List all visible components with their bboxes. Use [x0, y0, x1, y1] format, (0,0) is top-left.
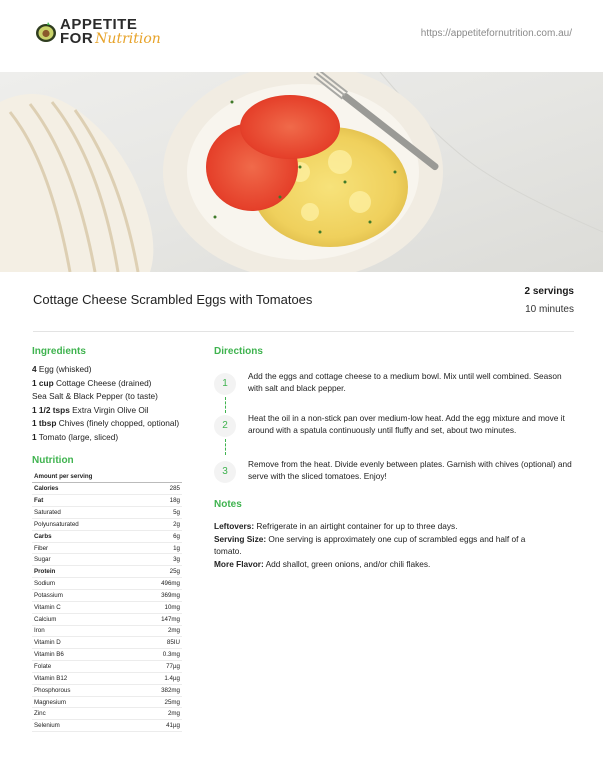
nutrient-value: 41µg — [134, 720, 182, 732]
direction-step — [214, 411, 574, 457]
note-item: Serving Size: One serving is approximately one cup of scrambled eggs and half of a tomato. — [214, 533, 526, 557]
nutrition-row — [32, 649, 182, 661]
nutrient-name: Fiber — [32, 542, 134, 554]
nutrient-value: 25g — [134, 566, 182, 578]
step-text: Add the eggs and cottage cheese to a medium bowl. Mix until well combined. Season with salt and black pepper. — [248, 371, 562, 394]
nutrient-name: Vitamin D — [32, 637, 134, 649]
nutrient-name: Polyunsaturated — [32, 518, 134, 530]
nutrient-name: Selenium — [32, 720, 134, 732]
nutrition-row — [32, 613, 182, 625]
recipe-title: Cottage Cheese Scrambled Eggs with Tomatoes — [33, 292, 313, 307]
nutrient-value: 369mg — [134, 590, 182, 602]
nutrition-row — [32, 542, 182, 554]
nutrition-row — [32, 661, 182, 673]
nutrient-value: 285 — [134, 483, 182, 495]
note-item: Leftovers: Refrigerate in an airtight container for up to three days. — [214, 521, 458, 531]
ingredients-list — [32, 363, 184, 445]
nutrient-name: Vitamin B12 — [32, 672, 134, 684]
ingredient-item: 1 tbsp Chives (finely chopped, optional) — [32, 418, 180, 429]
nutrition-row — [32, 625, 182, 637]
ingredients-heading: Ingredients — [32, 346, 86, 357]
nutrient-name: Carbs — [32, 530, 134, 542]
note-item: More Flavor: Add shallot, green onions, and/or chili flakes. — [214, 558, 431, 569]
recipe-title-row — [33, 282, 574, 322]
recipe-photo — [0, 72, 603, 272]
nutrient-value: 77µg — [134, 661, 182, 673]
ingredient-item: 1 cup Cottage Cheese (drained) — [32, 377, 152, 388]
directions-heading: Directions — [214, 346, 263, 357]
nutrition-row — [32, 590, 182, 602]
nutrient-name: Zinc — [32, 708, 134, 720]
nutrient-name: Vitamin C — [32, 601, 134, 613]
nutrition-row — [32, 672, 182, 684]
section-divider — [33, 331, 574, 332]
direction-step — [214, 369, 574, 411]
ingredients-column — [32, 346, 184, 732]
avocado-icon — [34, 20, 58, 44]
nutrition-row — [32, 554, 182, 566]
ingredient-item: Sea Salt & Black Pepper (to taste) — [32, 391, 158, 402]
nutrient-name: Magnesium — [32, 696, 134, 708]
cook-time: 10 minutes — [525, 304, 574, 315]
nutrition-row — [32, 495, 182, 507]
nutrient-name: Calcium — [32, 613, 134, 625]
nutrient-name: Phosphorous — [32, 684, 134, 696]
hero-photo — [0, 72, 603, 272]
nutrient-name: Fat — [32, 495, 134, 507]
nutrient-name: Saturated — [32, 507, 134, 519]
logo-script-text: Nutrition — [95, 31, 161, 47]
nutrient-name: Vitamin B6 — [32, 649, 134, 661]
step-number: 3 — [214, 461, 236, 483]
nutrient-name: Sugar — [32, 554, 134, 566]
nutrient-name: Iron — [32, 625, 134, 637]
ingredient-item: 1 1/2 tsps Extra Virgin Olive Oil — [32, 404, 149, 415]
nutrition-row — [32, 530, 182, 542]
step-number: 2 — [214, 415, 236, 437]
nutrient-value: 25mg — [134, 696, 182, 708]
nutrition-row — [32, 720, 182, 732]
nutrition-row — [32, 578, 182, 590]
nutrient-value: 382mg — [134, 684, 182, 696]
nutrition-row — [32, 708, 182, 720]
nutrient-name: Potassium — [32, 590, 134, 602]
step-number: 1 — [214, 373, 236, 395]
ingredient-item: 4 Egg (whisked) — [32, 364, 92, 374]
nutrient-value: 85IU — [134, 637, 182, 649]
nutrition-header-row — [32, 472, 182, 483]
nutrition-heading: Nutrition — [32, 454, 74, 466]
nutrient-value: 2mg — [134, 708, 182, 720]
nutrition-table — [32, 472, 182, 733]
step-text: Remove from the heat. Divide evenly between plates. Garnish with chives (optional) and serve with the sliced tomatoes. Enjoy! — [248, 459, 572, 482]
nutrient-value: 496mg — [134, 578, 182, 590]
logo-text-bottom: FOR Nutrition — [60, 30, 161, 47]
nutrition-header-label: Amount per serving — [32, 472, 182, 483]
step-connector — [225, 439, 226, 455]
nutrient-name: Protein — [32, 566, 134, 578]
nutrient-name: Sodium — [32, 578, 134, 590]
site-logo[interactable] — [34, 16, 184, 46]
nutrient-value: 2g — [134, 518, 182, 530]
directions-column — [214, 346, 574, 570]
nutrition-row — [32, 507, 182, 519]
nutrition-row — [32, 601, 182, 613]
nutrient-value: 147mg — [134, 613, 182, 625]
nutrient-value: 2mg — [134, 625, 182, 637]
nutrition-row — [32, 637, 182, 649]
nutrient-value: 3g — [134, 554, 182, 566]
nutrient-value: 1g — [134, 542, 182, 554]
nutrient-name: Folate — [32, 661, 134, 673]
site-url[interactable]: https://appetitefornutrition.com.au/ — [420, 28, 572, 39]
ingredient-item: 1 Tomato (large, sliced) — [32, 431, 119, 442]
nutrient-value: 1.4µg — [134, 672, 182, 684]
nutrient-value: 10mg — [134, 601, 182, 613]
nutrition-row — [32, 684, 182, 696]
nutrition-row — [32, 566, 182, 578]
nutrition-row — [32, 696, 182, 708]
logo-text-top: APPETITE — [60, 16, 138, 33]
nutrition-row — [32, 518, 182, 530]
page-header — [0, 0, 603, 72]
notes-heading: Notes — [214, 499, 242, 510]
nutrient-value: 18g — [134, 495, 182, 507]
nutrient-value: 6g — [134, 530, 182, 542]
servings-count: 2 servings — [524, 286, 574, 297]
nutrient-value: 5g — [134, 507, 182, 519]
nutrient-name: Calories — [32, 483, 134, 495]
direction-step — [214, 457, 574, 493]
nutrition-row — [32, 483, 182, 495]
step-text: Heat the oil in a non-stick pan over medium-low heat. Add the egg mixture and move it around with a spatula continuously until fluffy and set, about two minutes. — [248, 413, 565, 436]
nutrient-value: 0.3mg — [134, 649, 182, 661]
